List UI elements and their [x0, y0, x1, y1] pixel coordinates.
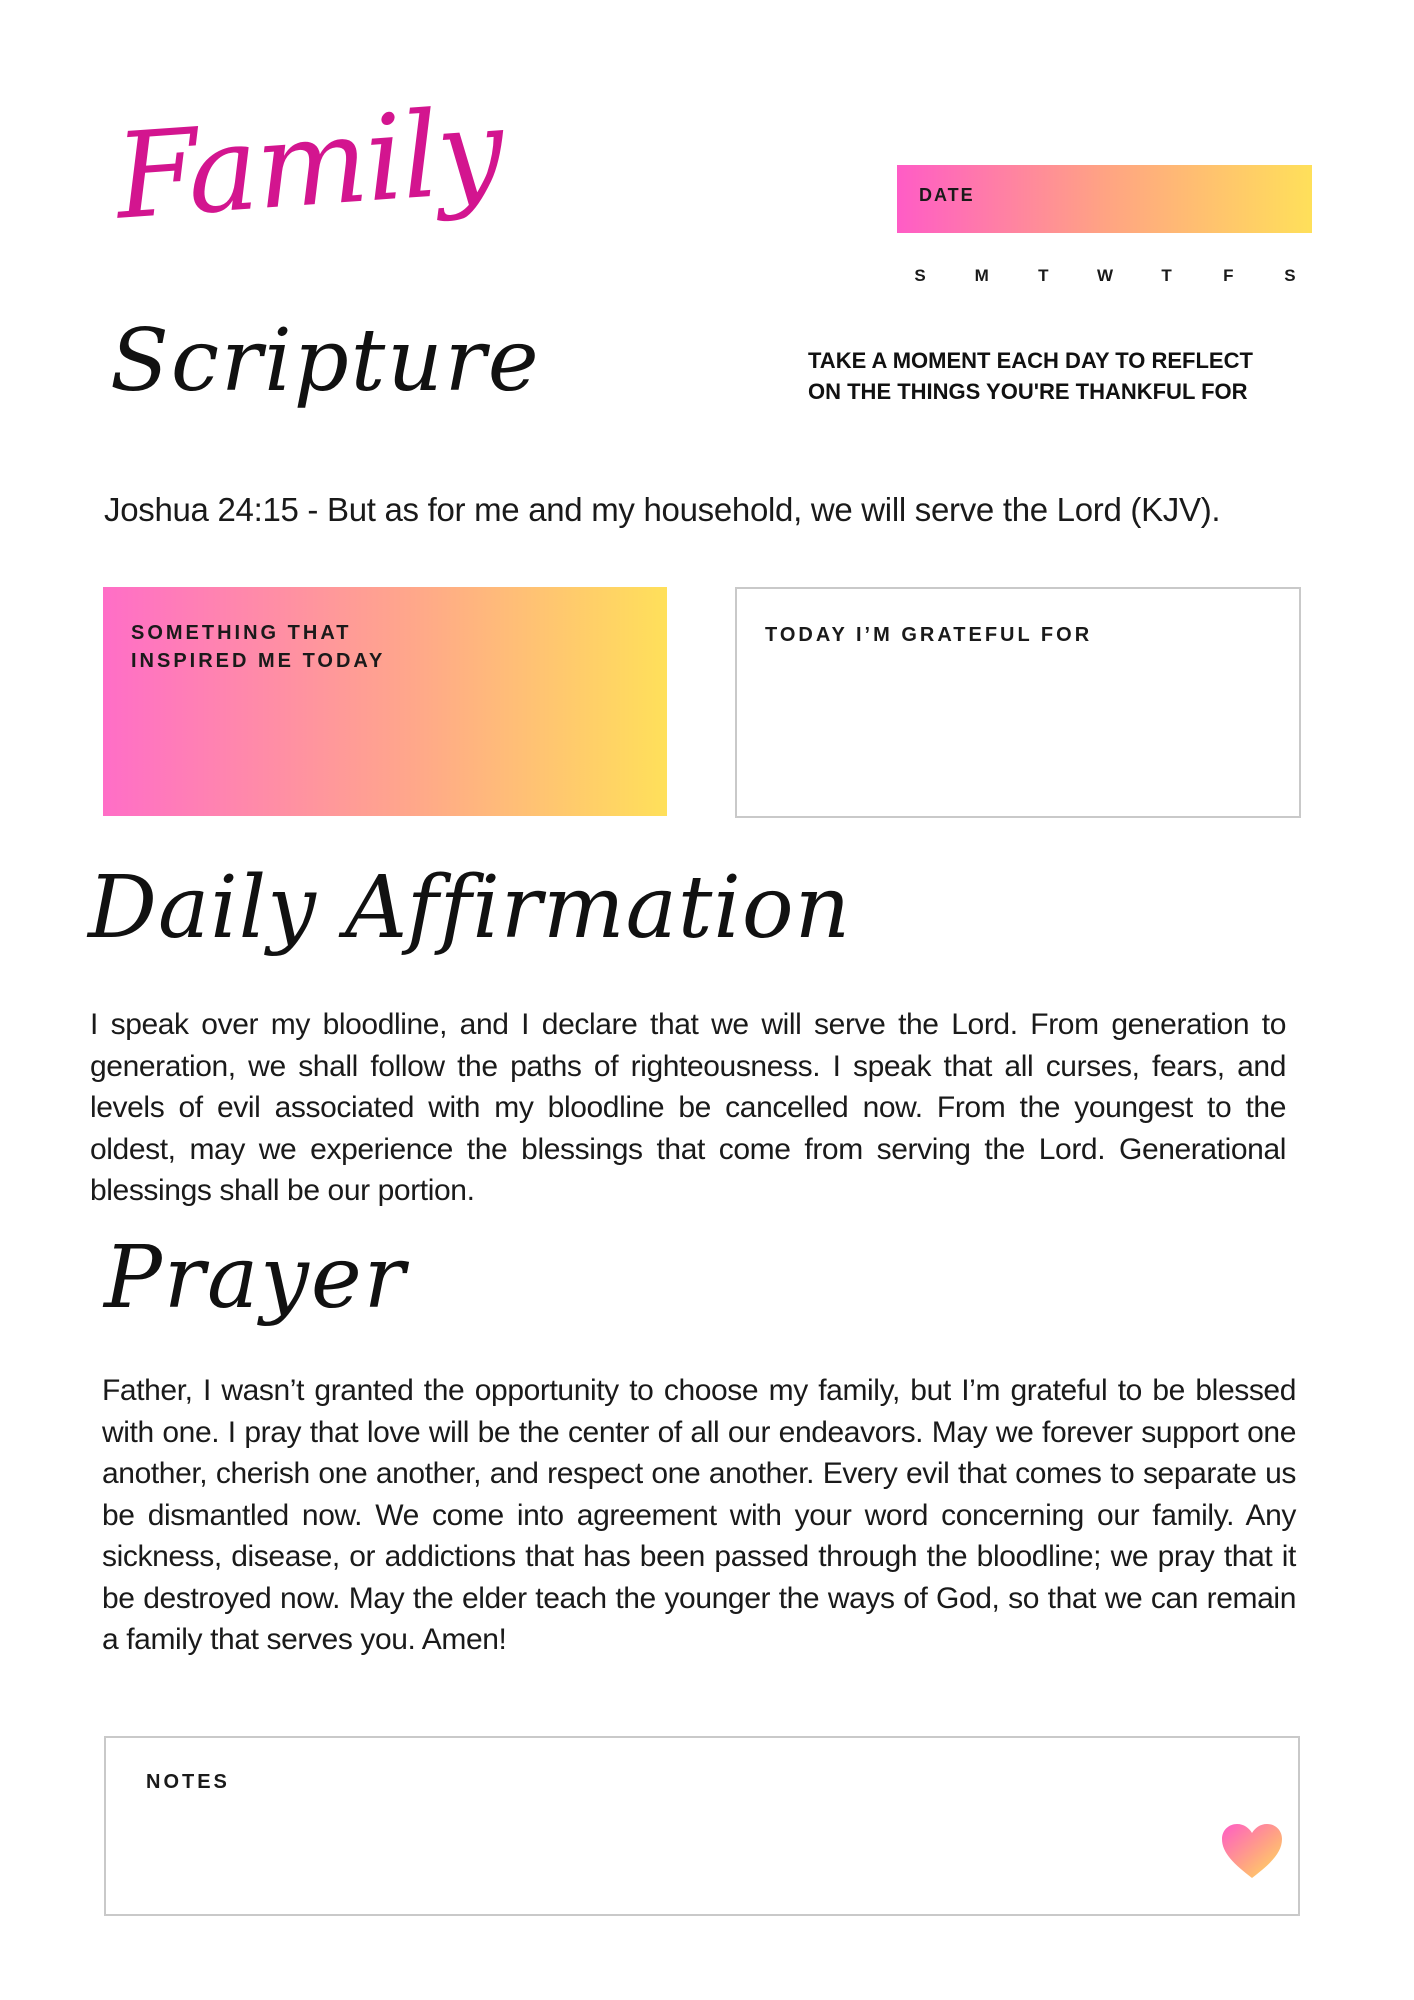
prayer-text: Father, I wasn’t granted the opportunity to choose my family, but I’m grateful to be blessed with one. I pray that love will be the center of all our endeavors. May we forever support one another, cherish one another, and respect one another. Every evil that comes to separate us be dismantled now. We come into agreement with your word concerning our family. Any sickness, disease, or addictions that has been passed through the bloodline; we pray that it be destroyed now. May the elder teach the younger the ways of God, so that we can remain a family that serves you. Amen!	[102, 1374, 1296, 1656]
affirmation-text: I speak over my bloodline, and I declare that we will serve the Lord. From generation to generation, we shall follow the paths of righteousness. I speak that all curses, fears, and levels of evil associated with my bloodline be cancelled now. From the youngest to the oldest, may we experience the blessings that come from serving the Lord. Generational blessings shall be our portion.	[90, 1008, 1286, 1207]
weekday-tuesday[interactable]: T	[1038, 266, 1049, 285]
grateful-label: TODAY I’M GRATEFUL FOR	[765, 624, 1093, 646]
weekday-thursday[interactable]: T	[1161, 266, 1172, 285]
date-label: DATE	[919, 185, 975, 205]
weekday-saturday[interactable]: S	[1284, 266, 1296, 285]
tagline	[808, 345, 1328, 407]
inspired-label-line-2: INSPIRED ME TODAY	[131, 650, 386, 672]
inspired-box[interactable]	[103, 587, 667, 816]
weekday-sunday[interactable]: S	[914, 266, 926, 285]
date-field[interactable]	[897, 165, 1312, 233]
inspired-label	[131, 619, 531, 675]
weekday-wednesday[interactable]: W	[1096, 266, 1113, 285]
weekday-selector	[900, 266, 1310, 290]
weekday-friday[interactable]: F	[1223, 266, 1234, 285]
page-title: Family	[111, 81, 507, 246]
grateful-box[interactable]	[735, 587, 1301, 818]
heart-icon	[1220, 1822, 1284, 1880]
notes-box[interactable]	[104, 1736, 1300, 1916]
scripture-heading: Scripture	[110, 311, 541, 411]
notes-label: NOTES	[146, 1771, 230, 1793]
tagline-line-1: TAKE A MOMENT EACH DAY TO REFLECT	[808, 348, 1253, 373]
prayer-heading: Prayer	[104, 1228, 407, 1328]
affirmation-heading: Daily Affirmation	[88, 858, 852, 958]
scripture-verse: Joshua 24:15 - But as for me and my household, we will serve the Lord (KJV).	[104, 491, 1221, 528]
inspired-label-line-1: SOMETHING THAT	[131, 622, 352, 644]
tagline-line-2: ON THE THINGS YOU'RE THANKFUL FOR	[808, 379, 1248, 404]
weekday-monday[interactable]: M	[974, 266, 989, 285]
